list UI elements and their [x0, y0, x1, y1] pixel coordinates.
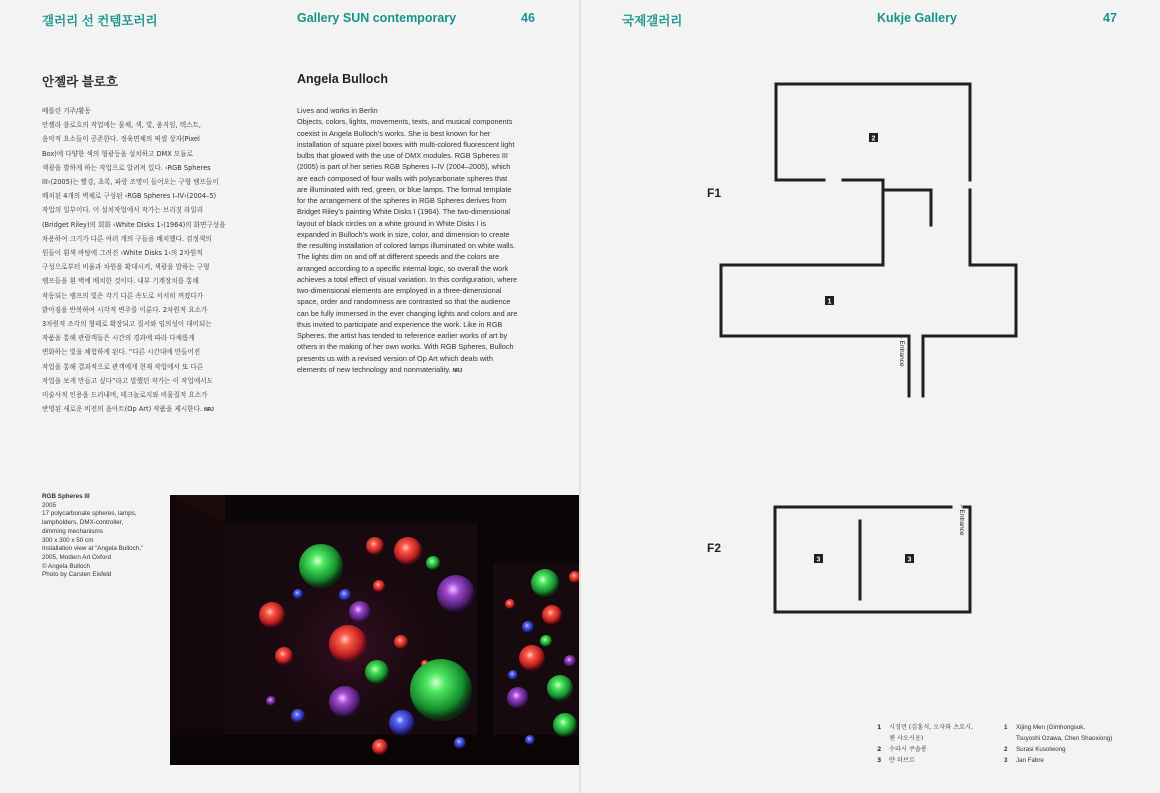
legend-number: 1 [1004, 724, 1008, 731]
legend-number: 1 [877, 724, 882, 731]
caption-line: 2005, Modern Art Oxford [42, 553, 111, 561]
artist-name-korean: 안젤라 블로흐 [42, 75, 118, 89]
page-number: 47 [1103, 11, 1117, 25]
author-tag: NRJ [204, 407, 214, 414]
body-line: (Bridget Riley)의 회화 ‹White Disks 1›(1964)의 화면구성을 [42, 220, 226, 229]
body-line-text: 반영된 새로운 비전의 옵아트(Op Art) 작품을 제시한다. [42, 405, 203, 414]
entrance-label-f1: ←Entrance [898, 334, 905, 367]
f1-wall [776, 84, 970, 180]
legend-number: 2 [1004, 746, 1008, 753]
legend-text: 시징먼 (김홍석, 오자와 츠요시, [889, 724, 973, 731]
room-marker [869, 133, 878, 143]
room-marker [905, 554, 914, 564]
legend-number [1004, 733, 1016, 744]
legend-number [877, 733, 889, 744]
body-line: 안젤라 블로흐의 작업에는 물체, 색, 빛, 움직임, 텍스트, [42, 121, 201, 130]
english-body-paragraph: Lives and works in Berlin Objects, colors, lights, movements, texts, and musical components coexist in Angela Bulloch’s works. She is best known for her installation of square pixel boxes with multi-colored fluorescent light bulbs that glowed with the use of DMX modules. RGB Spheres III (2005) is part of her series RGB Spheres I–IV (2004–2005), which are each composed of four walls with polycarbonate spheres that are illuminated with red, green, or blue lamps. The formal template for the arrangement of the spheres in RGB Spheres derives from Bridget Riley’s painting White Disks I (1964). The two-dimensional layout of black circles on a white ground in White Disks I is expanded in Bulloch’s work in size, color, and dimension to create the resulting installation of colored lamps illuminated on white walls. The lights dim on and off at different speeds and the colors are arranged according to a specific internal logic, so overall the work achieves a total effect of visual variation. In this configuration, where two-dimensional elements are employed in a three-dimensional space, order and randomness are contrasted so that the audience can be fully immersed in the ever changing lights and colors and are thus invited to participate and experience the work. Like in RGB Spheres, the artist has tended to reference earlier works of art by others in the making of her own works. With RGB Spheres, Bulloch presents us with a revised version of Op Art which deals with elements of new technology and nonmateriality. [297, 106, 518, 374]
floor-label-f1: F1 [707, 186, 722, 200]
legend-text: 수라시 쿠솔롱 [889, 746, 927, 753]
room-marker [825, 296, 834, 306]
body-line: 작업을 보게 만들고 싶다”라고 말했던 작가는 이 작업에서도 [42, 376, 213, 385]
legend-item [877, 722, 992, 733]
legend-text: 얀 파브르 [889, 757, 915, 764]
legend-text: Jan Fabre [1016, 757, 1044, 764]
caption-line: © Angela Bulloch [42, 562, 91, 570]
legend-item [877, 733, 992, 744]
legend-item [1004, 755, 1144, 766]
body-line: 구성으로부터 비율과 차원을 확대시켜, 색광을 발하는 구형 [42, 263, 210, 272]
room-number-1: 1 [827, 298, 832, 306]
legend-item [877, 744, 992, 755]
caption-line: Photo by Carsten Eisfeld [42, 571, 112, 579]
body-line: 변화하는 빛을 체험하게 된다. “다른 시간대에 만들어진 [42, 348, 201, 357]
legend-item [1004, 744, 1144, 755]
caption-line: Installation view at “Angela Bulloch,” [42, 545, 144, 553]
floor-label-f2: F2 [707, 541, 722, 555]
right-page [581, 0, 1160, 793]
body-line: III›(2005)는 빨강, 초록, 파랑 조명이 들어오는 구형 램프들이 [42, 178, 219, 187]
legend-text: Tsuyoshi Ozawa, Chen Shaoxiong) [1016, 735, 1113, 742]
body-line: 색광을 발하게 하는 작업으로 알려져 있다. ‹RGB Spheres [42, 163, 211, 172]
author-tag: NRJ [452, 367, 463, 374]
caption-line: 2005 [42, 501, 57, 509]
gallery-name-korean: 국제갤러리 [622, 14, 683, 28]
legend-english [1004, 722, 1144, 766]
body-line: 작업을 통해 결과적으로 관객에게 현재 작업에서 또 다른 [42, 362, 204, 371]
legend-text: Surasi Kusolwong [1016, 746, 1066, 753]
body-line: 3차원적 조각의 형태로 확장되고 질서와 임의성이 대비되는 [42, 320, 212, 329]
room-marker [814, 554, 823, 564]
english-body-text [297, 105, 519, 377]
body-line: 작업의 일부이다. 이 설치작업에서 작가는 브리짓 라일리 [42, 206, 204, 215]
caption-line: 300 x 300 x 50 cm [42, 536, 94, 544]
gallery-name-korean: 갤러리 선 컨템포러리 [42, 14, 158, 28]
body-line: 원들이 흰색 바탕에 그려진 ‹White Disks 1›의 2차원적 [42, 249, 203, 258]
legend-item [1004, 722, 1144, 733]
floor-plan [581, 0, 1160, 793]
body-line: 밝아짐을 반복하여 시각적 변주를 이룬다. 2차원적 요소가 [42, 305, 208, 314]
body-line: Box)에 다양한 색의 형광등을 설치하고 DMX 모듈로 [42, 149, 193, 158]
legend-text: Xijing Men (Gimhongsok, [1016, 724, 1086, 731]
legend-number: 3 [1004, 757, 1008, 764]
body-line: 음악적 요소들이 공존한다. 정육면체의 픽셀 상자(Pixel [42, 135, 200, 144]
body-line: 베를린 거주/활동 [42, 107, 91, 115]
caption-title: RGB Spheres III [42, 493, 90, 500]
page-number: 46 [521, 11, 535, 25]
legend-item [877, 755, 992, 766]
legend-number: 3 [877, 757, 882, 764]
artist-name-english: Angela Bulloch [297, 72, 388, 86]
room-number-3: 3 [816, 556, 821, 564]
gallery-name-english: Gallery SUN contemporary [297, 11, 457, 25]
body-line: 작품을 통해 관람객들은 시간의 경과에 따라 다채롭게 [42, 334, 195, 343]
left-page [0, 0, 579, 793]
f1-wall [843, 180, 883, 190]
gallery-name-english: Kukje Gallery [877, 11, 957, 25]
installation-photo [170, 495, 579, 765]
legend-number: 2 [877, 746, 882, 753]
body-line-last [42, 402, 264, 417]
body-line: 미술사적 인용을 드러내며, 테크놀로지와 비물질적 요소가 [42, 391, 208, 400]
artwork-caption [42, 493, 162, 580]
entrance-label-f2: ←Entrance [958, 503, 965, 536]
legend-korean [877, 722, 992, 766]
body-line: 램프들을 흰 벽에 배치한 것이다. 내부 기계장치를 통해 [42, 277, 199, 286]
korean-body-text [42, 104, 264, 417]
f2-wall [775, 507, 970, 612]
legend-text: 첸 샤오시옹) [889, 735, 924, 742]
caption-line: lampholders, DMX-controller, [42, 519, 124, 527]
body-line: 차용하여 크기가 다른 여러 개의 구들을 배치했다. 검정색의 [42, 234, 212, 243]
legend-item [1004, 733, 1144, 744]
body-line: 배치된 4개의 벽체로 구성된 ‹RGB Spheres I–IV›(2004–5) [42, 192, 217, 201]
caption-line: dimming mechanisms [42, 527, 103, 535]
f1-wall [923, 190, 1016, 396]
room-number-3: 3 [907, 556, 912, 564]
caption-line: 17 polycarbonate spheres, lamps, [42, 510, 137, 518]
room-number-2: 2 [871, 135, 876, 143]
body-line: 작동되는 램프의 빛은 각기 다른 속도로 서서히 꺼졌다가 [42, 291, 204, 300]
